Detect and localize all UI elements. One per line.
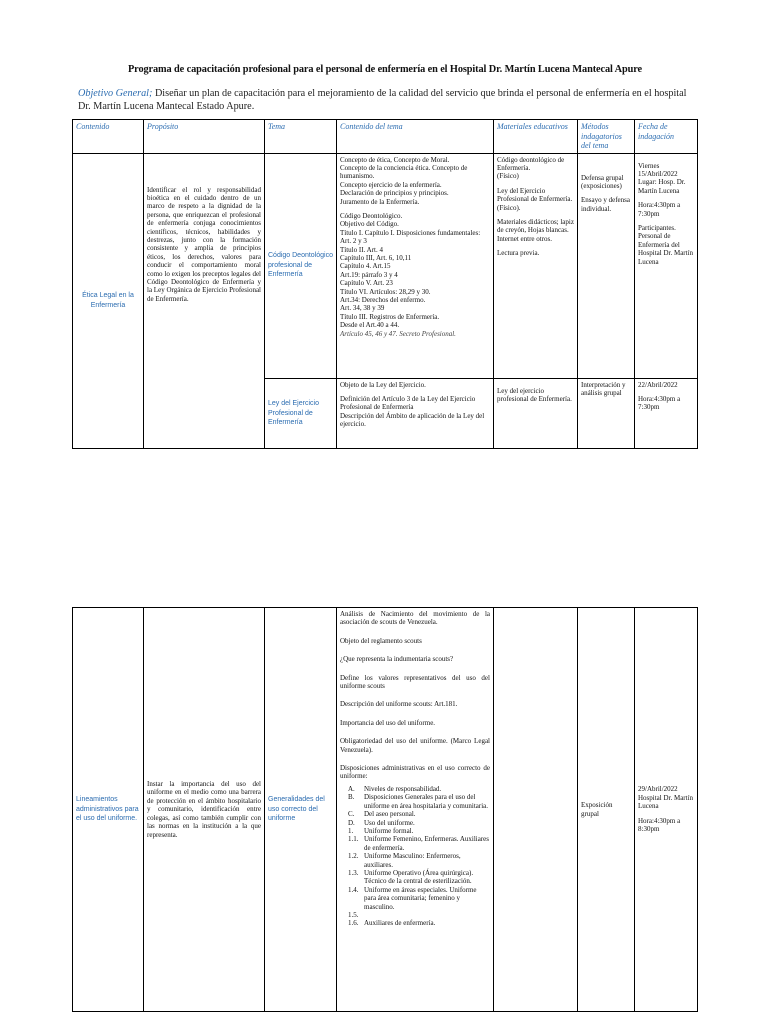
materiales-text: Ley del ejercicio profesional de Enfermería.	[497, 386, 572, 403]
contenido-line: Capítulo V. Art. 23	[340, 279, 393, 288]
list-text: Uniforme Masculino: Enfermeros, auxiliares.	[364, 852, 461, 869]
list-item	[340, 785, 490, 793]
contenido-line: Descripción del Ámbito de aplicación de la Ley del ejercicio.	[340, 411, 485, 429]
tema-cell: Ley del Ejercicio Profesional de Enfermería	[265, 378, 337, 449]
proposito-cell: Instar la importancia del uso del uniforme en el medio como una barrera de protección en el ámbito hospitalario y comunitario, identificación entre colegas, así como también cumplir con las normas en la institución a la que representa.	[144, 608, 265, 1012]
list-text: Disposiciones Generales para el uso del uniforme en área hospitalaria y comunitaria.	[364, 793, 489, 810]
fecha-cell	[635, 153, 698, 378]
objective-label: Objetivo General;	[78, 88, 153, 99]
fecha-cell	[635, 608, 698, 1012]
tema-cell: Código Deontológico profesional de Enfermería	[265, 153, 337, 378]
tema-cell: Generalidades del uso correcto del uniforme	[265, 608, 337, 1012]
table-row	[73, 153, 698, 378]
list-marker: 1.2.	[348, 852, 359, 861]
contenido-paragraph: Objeto del reglamento scouts	[340, 636, 422, 645]
list-text: Uso del uniforme.	[364, 818, 415, 827]
list-item	[340, 827, 490, 835]
contenido-line: Título II. Art. 4	[340, 245, 383, 254]
metodos-cell: Interpretación y análisis grupal	[578, 378, 635, 449]
contenido-tema-cell	[337, 608, 494, 1012]
materiales-line: Lectura previa.	[497, 249, 540, 258]
contenido-line: Juramento de la Enfermería.	[340, 197, 420, 206]
materiales-cell	[494, 608, 578, 1012]
contenido-paragraph: Define los valores representativos del uso del uniforme scouts	[340, 673, 490, 691]
table-header-row	[73, 120, 698, 154]
training-table-1	[72, 119, 698, 449]
list-marker: 1.1.	[348, 835, 359, 844]
materiales-line: Materiales didácticos; lapiz de creyón, Hojas blancas. Internet entre otros.	[497, 217, 574, 243]
header-tema: Tema	[265, 120, 337, 154]
list-item	[340, 911, 490, 919]
contenido-paragraph: Análisis de Nacimiento del movimiento de la asociación de scouts de Venezuela.	[340, 610, 490, 627]
header-fecha: Fecha de indagación	[635, 120, 698, 154]
fecha-line: 22/Abril/2022	[638, 380, 678, 389]
contenido-line: Objetivo del Código.	[340, 220, 399, 229]
contenido-line: Art.19: párrafo 3 y 4	[340, 270, 398, 279]
fecha-line: Hospital Dr. Martín Lucena	[638, 793, 694, 811]
fecha-line: Lugar: Hosp. Dr. Martín Lucena	[638, 178, 686, 195]
list-item	[340, 793, 490, 810]
header-materiales: Materiales educativos	[494, 120, 578, 154]
list-marker: D.	[348, 818, 355, 827]
fecha-line: Viernes 15/Abril/2022	[638, 161, 678, 178]
header-contenido: Contenido	[73, 120, 144, 154]
contenido-cell: Ética Legal en la Enfermería	[73, 153, 144, 449]
table-row	[73, 608, 698, 1012]
fecha-cell	[635, 378, 698, 449]
contenido-italic-line: Artículo 45, 46 y 47. Secreto Profesional.	[340, 329, 456, 338]
contenido-line: Declaración de principios y principios.	[340, 189, 449, 198]
contenido-tema-cell	[337, 378, 494, 449]
contenido-tema-cell	[337, 153, 494, 378]
list-marker: 1.3.	[348, 868, 359, 877]
contenido-line: Concepto de ética, Concepto de Moral.	[340, 155, 450, 164]
list-text: Del aseo personal.	[364, 810, 416, 819]
list-marker: 1.6.	[348, 919, 359, 928]
list-text: Uniforme formal.	[364, 826, 414, 835]
list-text: Niveles de responsabilidad.	[364, 784, 442, 793]
contenido-cell: Lineamientos administrativos para el uso del uniforme.	[73, 608, 144, 1012]
metodos-line: Defensa grupal (exposiciones)	[581, 173, 624, 190]
list-marker: A.	[348, 784, 355, 793]
materiales-line: Código deontológico de Enfermería.	[497, 155, 565, 172]
contenido-line: Capítulo 4. Art.15	[340, 262, 391, 271]
fecha-line: Hora:4:30pm a 7:30pm	[638, 394, 681, 412]
proposito-cell	[144, 153, 265, 449]
list-marker: 1.5.	[348, 910, 359, 919]
training-table-2	[72, 607, 698, 1012]
list-item	[340, 819, 490, 827]
contenido-paragraph: Obligatoriedad del uso del uniforme. (Marco Legal Venezuela).	[340, 737, 490, 754]
header-metodos: Métodos indagatorios del tema	[578, 120, 635, 154]
materiales-cell	[494, 153, 578, 378]
contenido-line: Concepto ejercicio de la enfermería.	[340, 180, 442, 189]
fecha-line: Participantes. Personal de Enfermería del Hospital Dr. Martín Lucena	[638, 223, 694, 266]
contenido-line: Objeto de la Ley del Ejercicio.	[340, 380, 426, 389]
list-marker: 1.4.	[348, 885, 359, 894]
metodos-cell	[578, 153, 635, 378]
list-marker: 1.	[348, 826, 354, 835]
objective-text: Diseñar un plan de capacitación para el mejoramiento de la calidad del servicio que brinda el personal de enfermería en el hospital Dr. Martín Lucena Mantecal Estado Apure.	[78, 88, 687, 112]
metodos-line: Ensayo y defensa individual.	[581, 196, 630, 213]
contenido-line: Capítulo III, Art. 6, 10,11	[340, 253, 412, 262]
list-text: Auxiliares de enfermería.	[364, 919, 436, 928]
disposiciones-list	[340, 785, 490, 928]
contenido-line: Título III. Registros de Enfermería.	[340, 312, 440, 321]
fecha-line: 29/Abril/2022	[638, 785, 678, 794]
contenido-line: Desde el Art.40 a 44.	[340, 321, 400, 330]
contenido-paragraph: Importancia del uso del uniforme.	[340, 718, 436, 727]
list-item	[340, 852, 490, 869]
fecha-line: Hora:4:30pm a 8:30pm	[638, 816, 681, 834]
contenido-line: Título VI. Artículos: 28,29 y 30.	[340, 287, 431, 296]
contenido-line: Código Deontológico.	[340, 211, 403, 220]
list-text: Uniforme en áreas especiales. Uniforme para área comunitaria; femenino y masculino.	[364, 885, 477, 911]
contenido-line: Art. 34, 38 y 39	[340, 304, 385, 313]
header-contenido-tema: Contenido del tema	[337, 120, 494, 154]
contenido-line: Definición del Artículo 3 de la Ley del Ejercicio Profesional de Enfermería	[340, 394, 476, 412]
list-item	[340, 835, 490, 852]
proposito-text: Identificar el rol y responsabilidad bioética en el cuidado dentro de un marco de respeto a la dignidad de la persona, que enriquezcan el profesional de enfermería conjuga conocimientos científicos, técnicos, habilidades y destrezas, junto con la formación consistente y amplia de principios éticos, los derechos, valores para conducir el comportamiento moral como lo exigen los preceptos legales del Código Deontológico de Enfermería y la Ley Orgánica de Ejercicio Profesional de Enfermería.	[147, 185, 261, 303]
materiales-line: (Físico)	[497, 172, 519, 181]
materiales-line: Ley del Ejercicio Profesional de Enfermería. (Físico).	[497, 186, 573, 212]
contenido-paragraph: Descripción del uniforme scouts: Art.181.	[340, 700, 458, 709]
header-proposito: Propósito	[144, 120, 265, 154]
document-title: Programa de capacitación profesional para el personal de enfermería en el Hospital Dr. Martín Lucena Mantecal Apure	[127, 64, 643, 75]
list-item	[340, 919, 490, 927]
fecha-line: Hora:4:30pm a 7:30pm	[638, 201, 681, 218]
list-item	[340, 810, 490, 818]
contenido-line: Concepto de la conciencia ética. Concepto de humanismo.	[340, 163, 468, 181]
metodos-cell: Exposición grupal	[578, 608, 635, 1012]
list-item	[340, 869, 490, 886]
list-marker: C.	[348, 810, 355, 819]
general-objective	[78, 87, 698, 113]
list-marker: B.	[348, 793, 355, 802]
contenido-line: Título I. Capítulo I. Disposiciones fundamentales: Art. 2 y 3	[340, 228, 481, 246]
list-item	[340, 886, 490, 911]
contenido-line: Art.34: Derechos del enfermo.	[340, 296, 426, 304]
materiales-cell	[494, 378, 578, 449]
contenido-paragraph: Disposiciones administrativas en el uso correcto de uniforme:	[340, 764, 490, 781]
contenido-paragraph: ¿Que representa la indumentaria scouts?	[340, 655, 454, 664]
list-text: Uniforme Operativo (Área quirúrgica). Técnico de la central de esterilización.	[364, 868, 474, 886]
list-text: Uniforme Femenino, Enfermeras. Auxiliares de enfermería.	[364, 835, 489, 852]
list-text	[364, 911, 490, 919]
